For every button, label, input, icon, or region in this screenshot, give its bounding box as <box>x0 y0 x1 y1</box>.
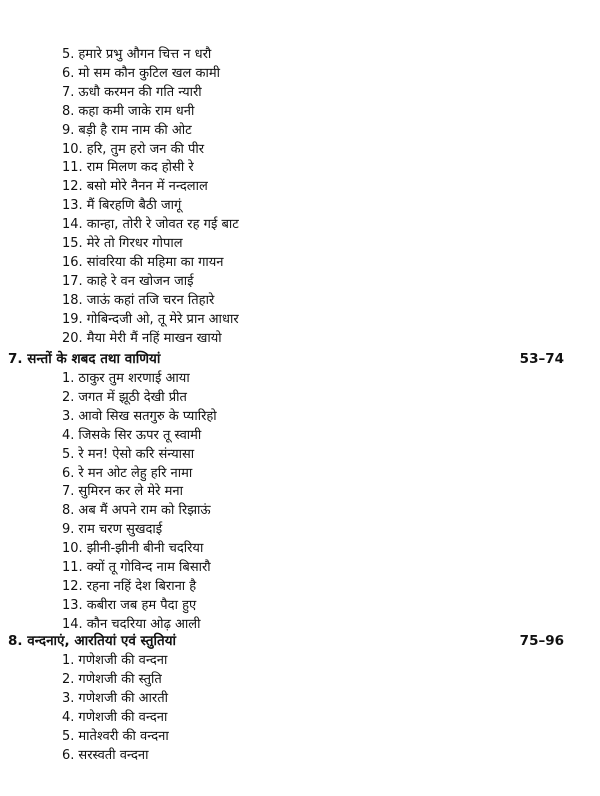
toc-entry <box>62 710 167 726</box>
entry-title: रहना नहिं देश बिराना है <box>86 578 197 594</box>
toc-entry <box>62 560 211 576</box>
entry-number: 11. <box>62 560 83 575</box>
entry-title: बड़ी है राम नाम की ओट <box>78 122 192 138</box>
entry-title: गणेशजी की वन्दना <box>78 653 168 668</box>
entry-number: 14. <box>62 616 83 632</box>
section-page-range: 75–96 <box>519 633 564 649</box>
entry-number: 13. <box>62 198 83 214</box>
entry-number: 7. <box>62 84 75 100</box>
entry-title: राम चरण सुखदाई <box>78 522 163 538</box>
entry-title: जिसके सिर ऊपर तू स्वामी <box>78 427 202 443</box>
entry-number: 11. <box>62 160 83 176</box>
toc-entry <box>62 198 181 214</box>
entry-number: 12. <box>62 578 83 594</box>
section-title: 8. वन्दनाएं, आरतियां एवं स्तुतियां <box>8 633 177 649</box>
toc-entry <box>62 236 183 252</box>
entry-title: गणेशजी की स्तुति <box>78 671 162 687</box>
entry-title: राम मिलण कद होसी रे <box>86 160 194 176</box>
entry-number: 10. <box>62 541 83 557</box>
entry-number: 3. <box>62 408 75 424</box>
toc-entry <box>62 522 162 538</box>
entry-title: मो सम कौन कुटिल खल कामी <box>78 65 220 81</box>
entry-number: 12. <box>62 179 83 195</box>
entry-title: अब मैं अपने राम को रिझाऊं <box>78 503 211 519</box>
entry-number: 4. <box>62 709 75 725</box>
toc-entry <box>62 371 190 387</box>
entry-number: 20. <box>62 330 83 346</box>
entry-number: 6. <box>62 465 75 481</box>
entry-number: 14. <box>62 217 83 233</box>
toc-entry <box>62 47 211 63</box>
toc-entry <box>62 447 194 463</box>
entry-number: 6. <box>62 747 75 763</box>
entry-title: काहे रे वन खोजन जाई <box>86 273 194 289</box>
entry-title: मैं बिरहणि बैठी जागूं <box>86 198 182 214</box>
entry-number: 1. <box>62 371 75 386</box>
entry-number: 5. <box>62 728 75 744</box>
toc-entry <box>62 293 214 309</box>
entry-title: झीनी-झीनी बीनी चदरिया <box>86 541 204 557</box>
toc-entry <box>62 274 194 290</box>
entry-title: कौन चदरिया ओढ़ आली <box>86 616 201 632</box>
entry-title: मेरे तो गिरधर गोपाल <box>86 236 183 251</box>
entry-title: कहा कमी जाके राम धनी <box>78 103 195 119</box>
entry-number: 13. <box>62 597 83 613</box>
entry-title: जगत में झूठी देखी प्रीत <box>78 389 187 405</box>
entry-title: मातेश्वरी की वन्दना <box>78 728 169 744</box>
entry-title: जाऊं कहां तजि चरन तिहारे <box>86 292 215 308</box>
toc-entry <box>62 729 169 745</box>
toc-entry <box>62 541 203 557</box>
entry-number: 16. <box>62 254 83 270</box>
toc-entry <box>62 691 168 707</box>
toc-entry <box>62 85 202 101</box>
toc-entry <box>62 672 162 688</box>
toc-entry <box>62 123 192 139</box>
toc-entry <box>62 598 196 614</box>
entry-number: 7. <box>62 484 75 500</box>
section-title: 7. सन्तों के शबद तथा वाणियां <box>8 351 161 367</box>
toc-entry <box>62 409 217 425</box>
entry-number: 4. <box>62 427 75 443</box>
entry-title: ठाकुर तुम शरणाई आया <box>78 371 190 386</box>
toc-entry <box>62 312 239 328</box>
toc-entry <box>62 255 224 271</box>
entry-number: 19. <box>62 311 83 327</box>
entry-number: 9. <box>62 522 75 538</box>
entry-number: 18. <box>62 292 83 308</box>
entry-number: 9. <box>62 122 75 138</box>
toc-entry <box>62 466 192 482</box>
toc-entry <box>62 331 222 347</box>
toc-entry <box>62 428 201 444</box>
toc-entry <box>62 503 211 519</box>
entry-number: 15. <box>62 236 83 251</box>
entry-number: 10. <box>62 141 83 157</box>
entry-title: कान्हा, तोरी रे जोवत रह गई बाट <box>86 217 239 233</box>
toc-entry <box>62 217 239 233</box>
entry-number: 5. <box>62 446 75 462</box>
entry-title: क्यों तू गोविन्द नाम बिसारौ <box>86 560 211 575</box>
toc-entry <box>62 160 194 176</box>
entry-number: 2. <box>62 671 75 687</box>
entry-number: 6. <box>62 65 75 81</box>
entry-title: हरि, तुम हरो जन की पीर <box>86 141 205 157</box>
entry-title: मैया मेरी मैं नहिं माखन खायो <box>86 330 222 346</box>
entry-title: गणेशजी की आरती <box>78 690 168 706</box>
toc-entry <box>62 104 194 120</box>
toc-entry <box>62 617 201 633</box>
entry-number: 2. <box>62 389 75 405</box>
entry-number: 5. <box>62 47 75 62</box>
toc-entry <box>62 390 187 406</box>
entry-title: सुमिरन कर ले मेरे मना <box>78 484 183 500</box>
toc-entry <box>62 748 148 764</box>
toc-entry <box>62 142 204 158</box>
entry-title: बसो मोरे नैनन में नन्दलाल <box>86 179 208 195</box>
entry-title: कबीरा जब हम पैदा हुए <box>86 597 197 613</box>
entry-title: सांवरिया की महिमा का गायन <box>86 254 224 270</box>
entry-number: 8. <box>62 503 75 519</box>
entry-title: रे मन ओट लेहु हरि नामा <box>78 465 193 481</box>
toc-entry <box>62 653 167 669</box>
section-page-range: 53–74 <box>519 351 564 367</box>
toc-entry <box>62 66 220 82</box>
entry-number: 17. <box>62 273 83 289</box>
entry-title: हमारे प्रभु औगन चित्त न धरौ <box>78 47 212 62</box>
entry-title: ऊधौ करमन की गति न्यारी <box>78 84 202 100</box>
entry-title: सरस्वती वन्दना <box>78 747 149 763</box>
entry-title: आवो सिख सतगुरु के प्यारिहो <box>78 408 217 424</box>
entry-number: 3. <box>62 690 75 706</box>
toc-entry <box>62 179 208 195</box>
toc-entry <box>62 579 196 595</box>
entry-number: 1. <box>62 653 75 668</box>
entry-title: रे मन! ऐसो करि संन्यासा <box>78 446 195 462</box>
toc-entry <box>62 484 183 500</box>
entry-title: गोबिन्दजी ओ, तू मेरे प्रान आधार <box>86 311 239 327</box>
entry-title: गणेशजी की वन्दना <box>78 709 168 725</box>
entry-number: 8. <box>62 103 75 119</box>
